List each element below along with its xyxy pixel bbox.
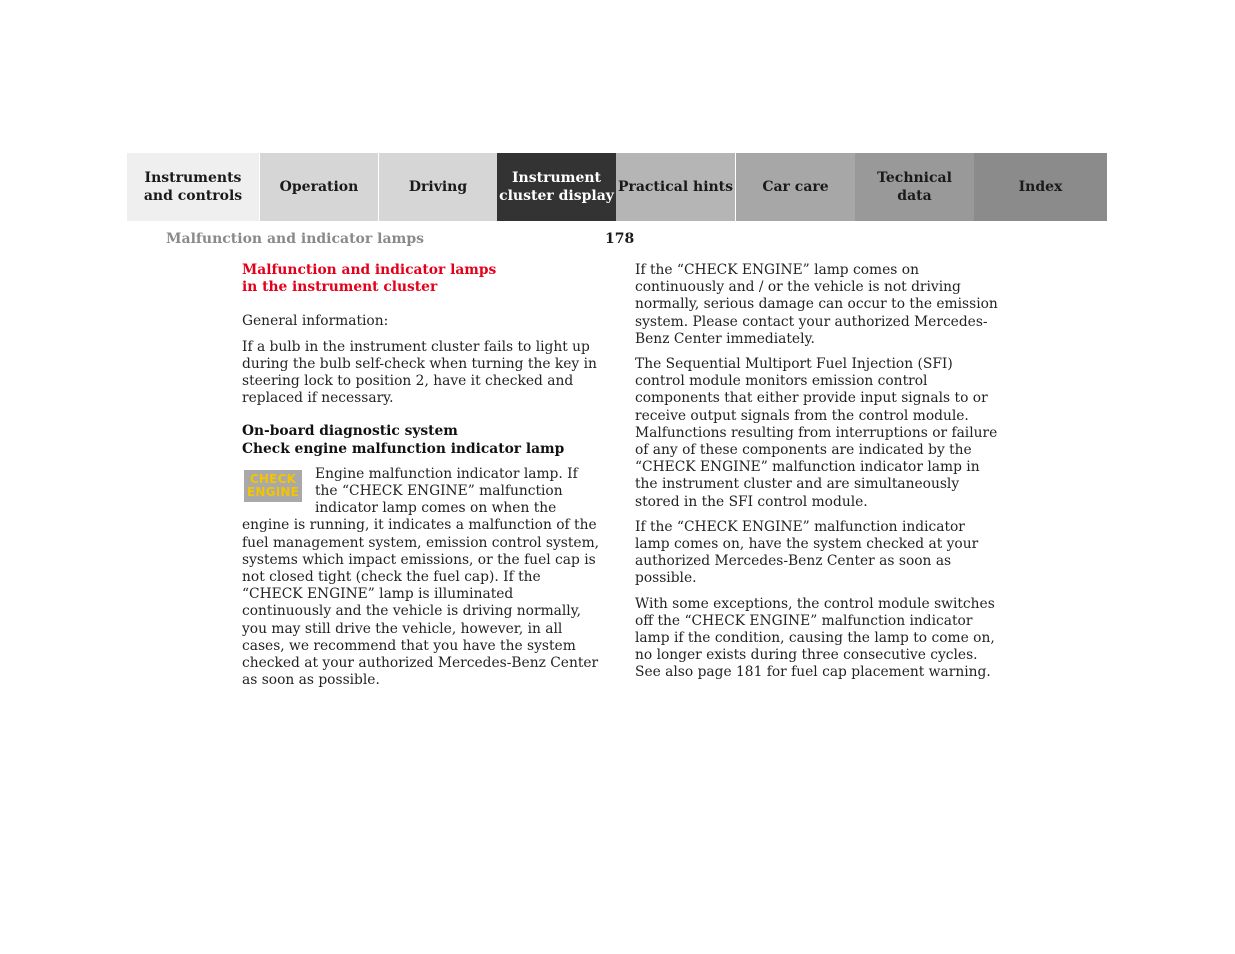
general-info-text: If a bulb in the instrument cluster fails to light up during the bulb self-check when turning the key in steering lock to position 2, have it checked and replaced if necessary. bbox=[242, 338, 597, 407]
tab-car-care[interactable]: Car care bbox=[735, 153, 855, 221]
lamp-line-1: CHECK bbox=[249, 471, 297, 486]
paragraph: With some exceptions, the control module switches off the “CHECK ENGINE” malfunction indicator lamp if the condition, causing the lamp to come on, no longer exists during three consecutive cycles. See also page 181 for fuel cap placement warning. bbox=[635, 595, 995, 681]
right-column bbox=[635, 262, 1000, 690]
tab-practical-hints[interactable]: Practical hints bbox=[616, 153, 735, 221]
tab-instrument-cluster-display[interactable]: Instrument cluster display bbox=[497, 153, 616, 221]
paragraph: If the “CHECK ENGINE” lamp comes on continuously and / or the vehicle is not driving normally, serious damage can occur to the emission system. Please contact your authorized Mercedes-Benz Center immediately. bbox=[635, 262, 998, 347]
running-title: Malfunction and indicator lamps bbox=[166, 231, 425, 247]
tab-index[interactable]: Index bbox=[974, 153, 1107, 221]
tab-driving[interactable]: Driving bbox=[378, 153, 497, 221]
section-heading: Malfunction and indicator lamps in the instrument cluster bbox=[242, 262, 497, 296]
general-info-label: General information: bbox=[242, 313, 389, 330]
tab-technical-data[interactable]: Technical data bbox=[855, 153, 974, 221]
lamp-line-2: ENGINE bbox=[247, 484, 299, 499]
tab-instruments-and-controls[interactable]: Instruments and controls bbox=[127, 153, 259, 221]
tab-operation[interactable]: Operation bbox=[259, 153, 378, 221]
paragraph: The Sequential Multiport Fuel Injection (SFI) control module monitors emission control components that either provide input signals to or receive output signals from the control module. Malfunctions resulting from interruptions or failure of any of these components are indicated by the “CHECK ENGINE” malfunction indicator lamp in the instrument cluster and are simultaneously stored in the SFI control module. bbox=[635, 356, 998, 510]
section-tab-bar bbox=[127, 153, 1107, 221]
paragraph: If the “CHECK ENGINE” malfunction indicator lamp comes on, have the system checked at your authorized Mercedes-Benz Center as soon as possible. bbox=[635, 518, 979, 587]
obd-subheading: On-board diagnostic system Check engine malfunction indicator lamp bbox=[242, 423, 565, 457]
check-engine-lamp-icon bbox=[244, 470, 302, 502]
page-number: 178 bbox=[605, 231, 635, 247]
lamp-description: Engine malfunction indicator lamp. If the “CHECK ENGINE” malfunction indicator lamp comes on when the engine is running, it indicates a malfunction of the fuel management system, emission control system, systems which impact emissions, or the fuel cap is not closed tight (check the fuel cap). If the “CHECK ENGINE” lamp is illuminated continuously and the vehicle is driving normally, you may still drive the vehicle, however, in all cases, we recommend that you have the system checked at your authorized Mercedes-Benz Center as soon as possible. bbox=[242, 465, 600, 689]
left-column bbox=[242, 262, 602, 697]
